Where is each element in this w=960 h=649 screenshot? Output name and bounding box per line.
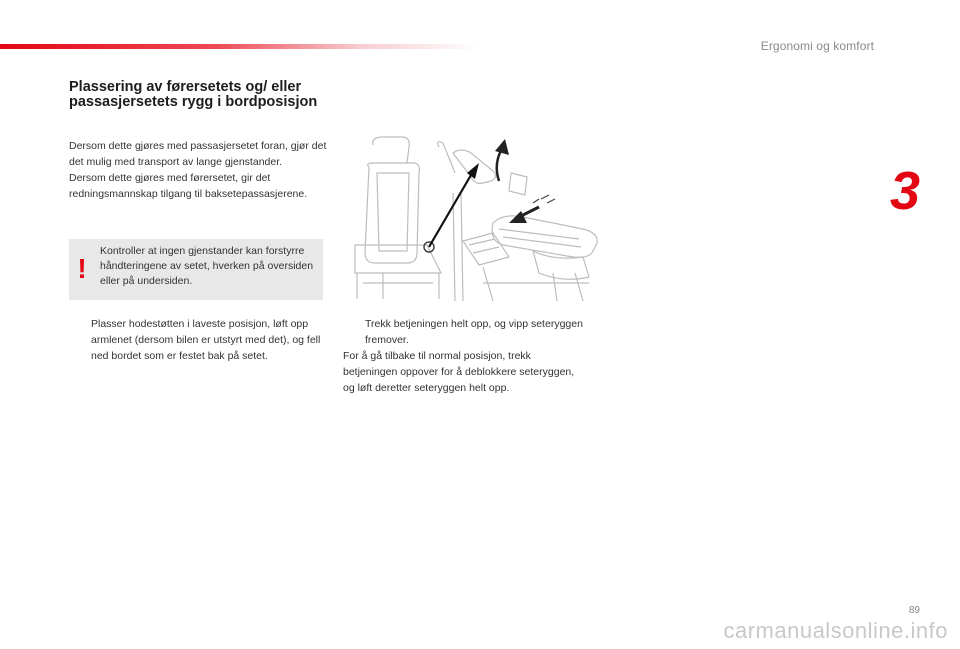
exclamation-icon: ! <box>77 253 87 284</box>
section-heading: Plassering av førersetets og/ eller passasjersetets rygg i bordposisjon <box>69 79 318 110</box>
step-text-1: Plasser hodestøtten i laveste posisjon, løft opp armlenet (dersom bilen er utstyrt med det), og fell ned bordet som er festet bak på setet. <box>91 318 321 362</box>
seat-diagram-image <box>343 133 605 305</box>
bullet-icon <box>69 316 91 364</box>
watermark: carmanualsonline.info <box>723 618 948 643</box>
chapter-number: 3 <box>890 161 921 221</box>
bullet-icon <box>343 316 365 348</box>
warning-text: Kontroller at ingen gjenstander kan forstyrre håndteringene av setet, hverken på oversiden eller på undersiden. <box>100 245 314 287</box>
step-instruction-2 <box>343 316 585 396</box>
chapter-accent-bar <box>0 44 480 49</box>
seat-illustration <box>343 133 605 305</box>
intro-text <box>69 138 331 202</box>
step-instruction-1 <box>69 316 327 364</box>
page-number: 89 <box>908 605 920 616</box>
return-instruction: For å gå tilbake til normal posisjon, trekk betjeningen oppover for å deblokkere seteryggen, og løft deretter seteryggen helt opp. <box>343 350 575 394</box>
intro-paragraph-2: Dersom dette gjøres med førersetet, gir det redningsmannskap tilgang til baksetepassasjerene. <box>69 172 308 200</box>
warning-box <box>69 239 323 300</box>
chapter-title: Ergonomi og komfort <box>760 39 874 53</box>
step-text-2: Trekk betjeningen helt opp, og vipp seteryggen fremover. <box>365 318 583 346</box>
intro-paragraph-1: Dersom dette gjøres med passasjersetet foran, gjør det det mulig med transport av lange gjenstander. <box>69 140 327 168</box>
